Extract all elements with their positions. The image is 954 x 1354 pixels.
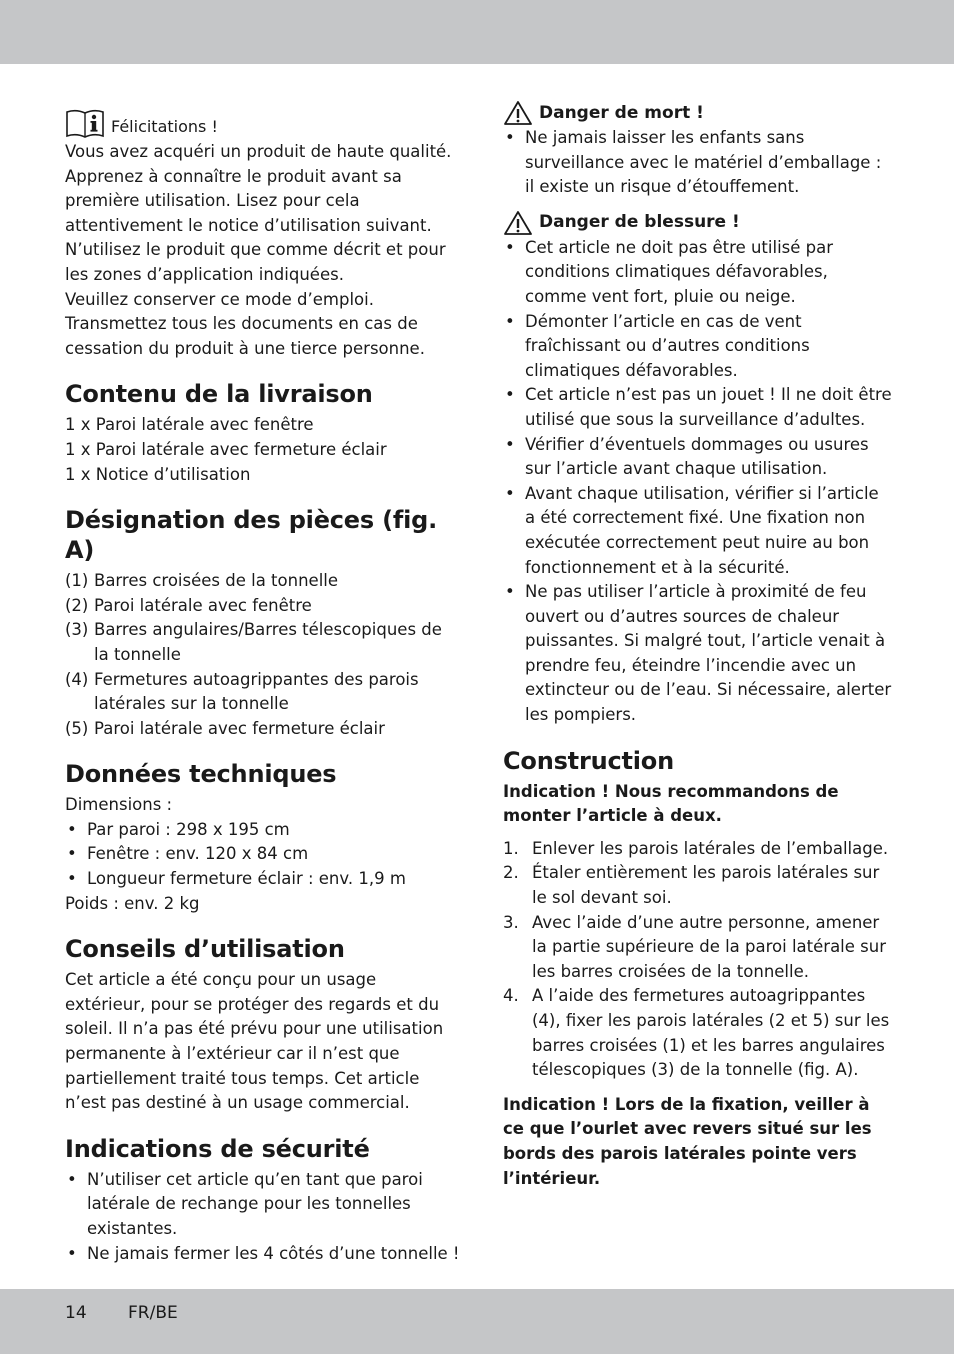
donnees-item: • Longueur fermeture éclair : env. 1,9 m [65, 867, 460, 892]
designation-text: Paroi latérale avec fermeture éclair [94, 718, 385, 738]
intro-title: Félicitations ! [111, 117, 218, 137]
designation-list [65, 569, 460, 741]
designation-item [65, 569, 460, 594]
danger-blessure-item: • Démonter l’article en cas de vent fraîchissant ou d’autres conditions climatiques défavorables. [503, 310, 893, 384]
step-number: 1. [503, 838, 519, 858]
contenu-item: 1 x Paroi latérale avec fermeture éclair [65, 439, 387, 459]
step-text: Avec l’aide d’une autre personne, amener la partie supérieure de la paroi latérale sur les barres croisées de la tonnelle. [532, 912, 887, 981]
securite-item: • Ne jamais fermer les 4 côtés d’une tonnelle ! [65, 1242, 460, 1267]
warning-triangle-icon [503, 210, 533, 236]
danger-blessure-item: • Ne pas utiliser l’article à proximité de feu ouvert ou d’autres sources de chaleur puissantes. Si malgré tout, l’article venait à prendre feu, éteindre l’incendie avec un extincteur ou de l’eau. Si nécessaire, alerter les pompiers. [503, 580, 893, 728]
step-text: A l’aide des fermetures autoagrippantes (4), fixer les parois latérales (2 et 5) sur les barres croisées (1) et les barres angulaires télescopiques (3) de la tonnelle (fig. A). [532, 986, 890, 1080]
danger-mort-item: • Ne jamais laisser les enfants sans surveillance avec le matériel d’emballage : il existe un risque d’étouffement. [503, 126, 893, 200]
step-number: 4. [503, 986, 519, 1006]
contenu-item: 1 x Notice d’utilisation [65, 464, 251, 484]
page-language: FR/BE [128, 1303, 178, 1323]
dimensions-label: Dimensions : [65, 795, 173, 815]
construction-step [503, 837, 893, 862]
danger-blessure-item: • Cet article ne doit pas être utilisé par conditions climatiques défavorables, comme vent fort, pluie ou neige. [503, 236, 893, 310]
donnees-list [65, 818, 460, 892]
left-column [65, 108, 460, 1266]
donnees-item: • Par paroi : 298 x 195 cm [65, 818, 460, 843]
danger-blessure-item: • Avant chaque utilisation, vérifier si l’article a été correctement fixé. Une fixation non exécutée correctement peut nuire au bon fonctionnement et à la sécurité. [503, 482, 893, 580]
danger-blessure-item: • Vérifier d’éventuels dommages ou usures sur l’article avant chaque utilisation. [503, 433, 893, 482]
danger-mort-list [503, 126, 893, 200]
designation-text: Barres croisées de la tonnelle [94, 571, 339, 591]
construction-step [503, 911, 893, 985]
designation-number: (2) [65, 595, 89, 615]
securite-item: • N’utiliser cet article qu’en tant que paroi latérale de rechange pour les tonnelles existantes. [65, 1168, 460, 1242]
construction-heading: Construction [503, 746, 674, 775]
conseils-text: Cet article a été conçu pour un usage extérieur, pour se protéger des regards et du soleil. Il n’a pas été prévu pour une utilisation permanente à l’extérieur car il n’est que partiellement traité tous temps. Cet article n’est pas destiné à un usage commercial. [65, 970, 444, 1113]
construction-steps [503, 837, 893, 1083]
danger-mort-title-line [503, 100, 893, 126]
construction-step [503, 984, 893, 1082]
conseils-heading: Conseils d’utilisation [65, 935, 345, 964]
danger-blessure-item: • Cet article n’est pas un jouet ! Il ne doit être utilisé que sous la surveillance d’adultes. [503, 383, 893, 432]
step-text: Enlever les parois latérales de l’emballage. [532, 838, 889, 858]
manual-info-icon [65, 108, 105, 140]
step-number: 3. [503, 912, 519, 932]
intro-title-line [65, 108, 460, 140]
warning-triangle-icon [503, 100, 533, 126]
danger-blessure-list [503, 236, 893, 728]
designation-text: Paroi latérale avec fenêtre [94, 595, 312, 615]
step-text: Étaler entièrement les parois latérales sur le sol devant soi. [532, 863, 880, 908]
designation-item [65, 717, 460, 742]
contenu-item: 1 x Paroi latérale avec fenêtre [65, 415, 314, 435]
intro-paragraph-4: Transmettez tous les documents en cas de cessation du produit à une tierce personne. [65, 314, 425, 358]
right-column [503, 100, 893, 1191]
header-bar [0, 0, 954, 64]
designation-item [65, 668, 460, 717]
intro-paragraph-1: Vous avez acquéri un produit de haute qualité. Apprenez à connaître le produit avant sa première utilisation. Lisez pour cela attentivement le notice d’utilisation suivant. [65, 142, 452, 235]
designation-number: (1) [65, 571, 89, 591]
securite-heading: Indications de sécurité [65, 1134, 370, 1163]
designation-heading: Désignation des pièces (fig. A) [65, 506, 438, 565]
construction-step [503, 861, 893, 910]
danger-blessure-title: Danger de blessure ! [539, 212, 740, 233]
securite-list [65, 1168, 460, 1266]
contenu-heading: Contenu de la livraison [65, 380, 373, 409]
danger-mort-title: Danger de mort ! [539, 102, 704, 123]
designation-number: (5) [65, 718, 89, 738]
designation-item [65, 594, 460, 619]
designation-number: (3) [65, 620, 89, 640]
designation-text: Fermetures autoagrippantes des parois latérales sur la tonnelle [94, 669, 419, 714]
page-number: 14 [65, 1303, 87, 1323]
danger-blessure-title-line [503, 210, 893, 236]
designation-item [65, 618, 460, 667]
designation-number: (4) [65, 669, 89, 689]
step-number: 2. [503, 863, 519, 883]
construction-note-1: Indication ! Nous recommandons de monter l’article à deux. [503, 781, 839, 826]
donnees-heading: Données techniques [65, 760, 337, 789]
intro-paragraph-3: Veuillez conserver ce mode d’emploi. [65, 289, 374, 309]
poids-text: Poids : env. 2 kg [65, 893, 200, 913]
intro-paragraph-2: N’utilisez le produit que comme décrit et pour les zones d’application indiquées. [65, 240, 446, 284]
donnees-item: • Fenêtre : env. 120 x 84 cm [65, 842, 460, 867]
designation-text: Barres angulaires/Barres télescopiques de la tonnelle [94, 620, 442, 664]
construction-note-2: Indication ! Lors de la fixation, veiller à ce que l’ourlet avec revers situé sur les bords des parois latérales pointe vers l’intérieur. [503, 1094, 872, 1188]
